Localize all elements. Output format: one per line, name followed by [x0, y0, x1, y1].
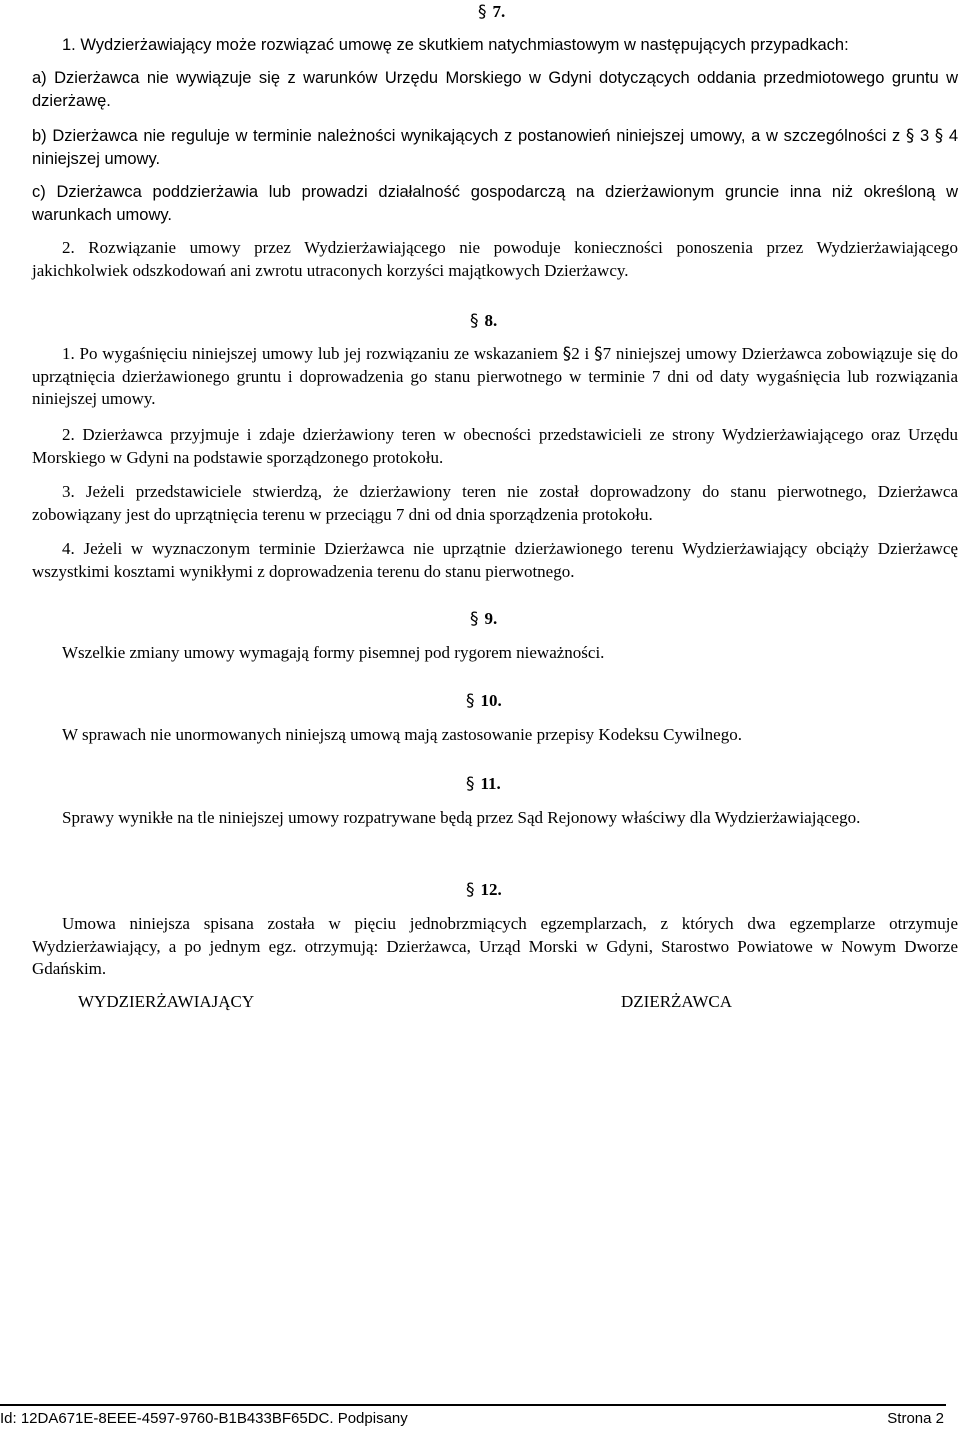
footer-page-number: Strona 2	[887, 1410, 944, 1427]
section-11-heading: § 11.	[466, 774, 501, 794]
section-sign: §	[466, 691, 475, 711]
section-11-paragraph: Sprawy wynikłe na tle niniejszej umowy rozpatrywane będą przez Sąd Rejonowy właściwy dla Wydzierżawiającego.	[62, 808, 861, 827]
section-8-paragraph-3: 3. Jeżeli przedstawiciele stwierdzą, że dzierżawiony teren nie został doprowadzony do stanu pierwotnego, Dzierżawca zobowiązany jest do uprzątnięcia terenu w przeciągu 7 dni od dnia sporządzenia protokołu.	[32, 482, 958, 524]
section-sign: §	[466, 880, 475, 900]
section-sign: §	[906, 126, 915, 145]
signature-right-label: DZIERŻAWCA	[621, 992, 733, 1011]
section-7-item-a: a) Dzierżawca nie wywiązuje się z warunków Urzędu Morskiego w Gdyni dotyczących oddania przedmiotowego gruntu w dzierżawę.	[32, 69, 958, 110]
section-12-paragraph: Umowa niniejsza spisana została w pięciu jednobrzmiących egzemplarzach, z których dwa egzemplarze otrzymuje Wydzierżawiający, a po jednym egz. otrzymują: Dzierżawca, Urząd Morski w Gdyni, Starostwo Powiatowe w Nowym Dworze Gdańskim.	[32, 914, 958, 978]
footer-divider	[0, 1404, 946, 1406]
section-9-paragraph: Wszelkie zmiany umowy wymagają formy pisemnej pod rygorem nieważności.	[62, 643, 605, 662]
section-8-paragraph-2: 2. Dzierżawca przyjmuje i zdaje dzierżawiony teren w obecności przedstawicieli ze strony Wydzierżawiającego oraz Urzędu Morskiego w Gdyni na podstawie sporządzonego protokołu.	[32, 425, 958, 467]
section-8-paragraph-1: 1. Po wygaśnięciu niniejszej umowy lub jej rozwiązaniu ze wskazaniem §2 i §7 niniejszej umowy Dzierżawca zobowiązuje się do uprzątnięcia dzierżawionego gruntu i doprowadzenia go stanu pierwotnego w terminie 7 dni od daty wygaśnięcia lub rozwiązania niniejszej umowy.	[32, 344, 959, 408]
section-sign: §	[470, 311, 479, 331]
section-7-heading: § 7.	[478, 2, 506, 22]
section-9-heading: § 9.	[470, 609, 498, 629]
section-10-heading: § 10.	[466, 691, 502, 711]
section-7-paragraph-1: 1. Wydzierżawiający może rozwiązać umowę ze skutkiem natychmiastowym w następujących przypadkach:	[62, 36, 849, 54]
section-7-paragraph-2: 2. Rozwiązanie umowy przez Wydzierżawiającego nie powoduje konieczności ponoszenia przez Wydzierżawiającego jakichkolwiek odszkodowań ani zwrotu utraconych korzyści majątkowych Dzierżawcy.	[32, 238, 958, 280]
section-8-paragraph-4: 4. Jeżeli w wyznaczonym terminie Dzierżawca nie uprzątnie dzierżawionego terenu Wydzierżawiający obciąży Dzierżawcę wszystkimi kosztami wynikłymi z doprowadzenia terenu do stanu pierwotnego.	[32, 539, 958, 581]
section-sign: §	[594, 344, 603, 364]
section-sign: §	[934, 126, 944, 145]
section-sign: §	[466, 774, 475, 794]
section-sign: §	[470, 609, 479, 629]
section-12-heading: § 12.	[466, 880, 502, 900]
section-10-paragraph: W sprawach nie unormowanych niniejszą umową mają zastosowanie przepisy Kodeksu Cywilnego.	[62, 725, 742, 744]
section-7-item-b: b) Dzierżawca nie reguluje w terminie należności wynikających z postanowień niniejszej umowy, a w szczególności z § 3 § 4 niniejszej umowy.	[32, 126, 958, 168]
section-8-heading: § 8.	[470, 311, 498, 331]
footer-document-id: Id: 12DA671E-8EEE-4597-9760-B1B433BF65DC. Podpisany	[0, 1410, 408, 1427]
section-sign: §	[478, 2, 487, 22]
section-sign: §	[562, 344, 572, 364]
section-7-item-c: c) Dzierżawca poddzierżawia lub prowadzi działalność gospodarczą na dzierżawionym gruncie inna niż określoną w warunkach umowy.	[32, 183, 958, 224]
signature-left-label: WYDZIERŻAWIAJĄCY	[78, 992, 255, 1011]
